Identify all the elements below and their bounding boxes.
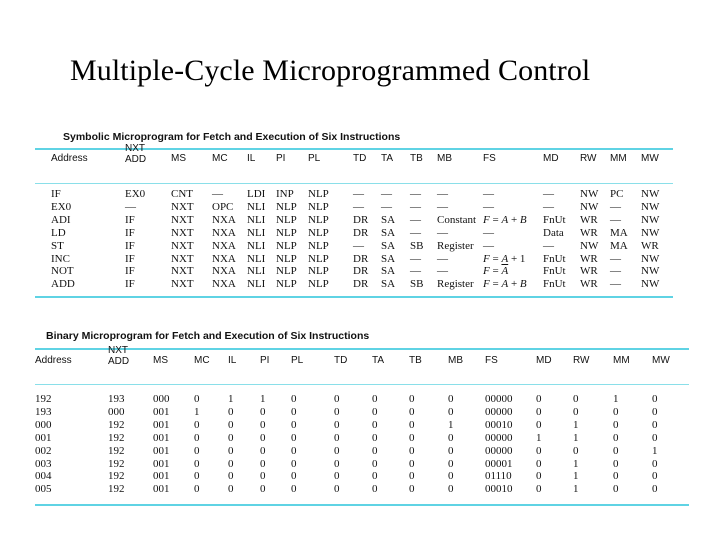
cell-mw: 0 [652, 431, 658, 444]
column-header-mm: MM [613, 355, 630, 366]
cell-td: — [353, 200, 364, 213]
cell-mw: WR [641, 239, 659, 252]
cell-address: ST [51, 239, 64, 252]
column-header-rw: RW [580, 153, 597, 164]
cell-nxt-add: IF [125, 265, 135, 278]
cell-il: 0 [228, 444, 234, 457]
cell-td: 0 [334, 470, 340, 483]
cell-fs: $F = \overline{A}$ [483, 265, 509, 278]
cell-il: NLI [247, 265, 266, 278]
cell-pl: NLP [308, 226, 329, 239]
cell-pl: NLP [308, 239, 329, 252]
cell-tb: SB [410, 239, 424, 252]
column-header-ta: TA [381, 153, 394, 164]
cell-il: 1 [228, 393, 234, 405]
cell-mm: — [610, 213, 621, 226]
cell-pi: NLP [276, 239, 297, 252]
cell-mb: 0 [448, 444, 454, 457]
cell-mm: MA [610, 226, 628, 239]
cell-md: FnUt [543, 278, 566, 291]
cell-rw: WR [580, 213, 598, 226]
cell-pl: NLP [308, 278, 329, 291]
cell-md: — [543, 188, 554, 200]
cell-address: 000 [35, 418, 52, 431]
cell-mb: Register [437, 278, 474, 291]
cell-md: 0 [536, 457, 542, 470]
cell-fs: — [483, 200, 494, 213]
symbolic-header-rule [35, 183, 673, 184]
cell-pi: NLP [276, 252, 297, 265]
cell-mm: PC [610, 188, 624, 200]
column-header-pi: PI [276, 153, 286, 164]
cell-il: NLI [247, 278, 266, 291]
binary-microprogram-table [35, 326, 689, 511]
symbolic-microprogram-table [35, 128, 673, 303]
cell-mc: 0 [194, 457, 200, 470]
cell-tb: 0 [409, 457, 415, 470]
cell-il: 0 [228, 470, 234, 483]
cell-mm: MA [610, 239, 628, 252]
cell-address: ADD [51, 278, 75, 291]
cell-ta: 0 [372, 393, 378, 405]
column-header-pi: PI [260, 355, 270, 366]
cell-tb: — [410, 188, 421, 200]
slide-title: Multiple-Cycle Microprogrammed Control [70, 54, 591, 87]
column-header-mw: MW [652, 355, 670, 366]
cell-fs: 01110 [485, 470, 512, 483]
cell-td: — [353, 188, 364, 200]
cell-mc: NXA [212, 252, 236, 265]
cell-nxt-add: 192 [108, 483, 125, 496]
cell-rw: 0 [573, 444, 579, 457]
column-header-ms: MS [171, 153, 186, 164]
cell-address: IF [51, 188, 61, 200]
column-header-mm: MM [610, 153, 627, 164]
cell-mb: 0 [448, 393, 454, 405]
cell-td: DR [353, 265, 369, 278]
cell-pl: 0 [291, 457, 297, 470]
column-header-tb: TB [410, 153, 423, 164]
cell-mw: NW [641, 252, 660, 265]
cell-ta: 0 [372, 405, 378, 418]
cell-td: DR [353, 226, 369, 239]
cell-tb: 0 [409, 418, 415, 431]
cell-nxt-add: 193 [108, 393, 125, 405]
cell-ms: 001 [153, 405, 170, 418]
cell-ms: NXT [171, 265, 194, 278]
cell-mm: 0 [613, 431, 619, 444]
cell-mm: 0 [613, 470, 619, 483]
cell-tb: 0 [409, 444, 415, 457]
cell-ms: 001 [153, 418, 170, 431]
cell-tb: — [410, 252, 421, 265]
cell-mw: 0 [652, 457, 658, 470]
cell-mc: NXA [212, 278, 236, 291]
cell-td: 0 [334, 405, 340, 418]
cell-ms: 001 [153, 457, 170, 470]
column-header-nxt-add: NXT ADD [125, 143, 147, 165]
cell-ms: 001 [153, 431, 170, 444]
cell-il: NLI [247, 200, 266, 213]
cell-pi: 0 [260, 431, 266, 444]
cell-rw: NW [580, 239, 599, 252]
cell-address: 004 [35, 470, 52, 483]
cell-il: LDI [247, 188, 266, 200]
cell-mm: 0 [613, 444, 619, 457]
cell-md: 0 [536, 418, 542, 431]
cell-pl: 0 [291, 393, 297, 405]
cell-pl: NLP [308, 252, 329, 265]
cell-fs: 00000 [485, 431, 513, 444]
cell-pi: NLP [276, 200, 297, 213]
cell-pi: 0 [260, 418, 266, 431]
cell-fs: 00010 [485, 418, 513, 431]
cell-tb: 0 [409, 405, 415, 418]
cell-mm: — [610, 265, 621, 278]
cell-il: NLI [247, 239, 266, 252]
cell-pl: 0 [291, 444, 297, 457]
cell-mc: OPC [212, 200, 234, 213]
cell-ta: 0 [372, 457, 378, 470]
cell-mw: NW [641, 226, 660, 239]
cell-tb: 0 [409, 483, 415, 496]
column-header-il: IL [247, 153, 256, 164]
column-header-mw: MW [641, 153, 659, 164]
cell-mb: — [437, 188, 448, 200]
cell-ms: 000 [153, 393, 170, 405]
cell-rw: 1 [573, 483, 579, 496]
cell-tb: 0 [409, 431, 415, 444]
cell-tb: 0 [409, 470, 415, 483]
cell-fs: 00000 [485, 405, 513, 418]
column-header-fs: FS [485, 355, 498, 366]
cell-md: 1 [536, 431, 542, 444]
cell-td: 0 [334, 418, 340, 431]
cell-mb: — [437, 252, 448, 265]
cell-mm: 0 [613, 457, 619, 470]
cell-pi: NLP [276, 265, 297, 278]
cell-ms: NXT [171, 278, 194, 291]
cell-md: FnUt [543, 213, 566, 226]
cell-md: 0 [536, 483, 542, 496]
cell-nxt-add: 192 [108, 418, 125, 431]
cell-fs: 00000 [485, 444, 513, 457]
column-header-pl: PL [308, 153, 321, 164]
cell-ms: CNT [171, 188, 193, 200]
cell-nxt-add: 192 [108, 470, 125, 483]
cell-mc: 0 [194, 483, 200, 496]
cell-td: 0 [334, 431, 340, 444]
column-header-fs: FS [483, 153, 496, 164]
cell-pi: 0 [260, 457, 266, 470]
cell-rw: WR [580, 226, 598, 239]
column-header-address: Address [35, 355, 72, 366]
column-header-il: IL [228, 355, 237, 366]
cell-ta: SA [381, 239, 396, 252]
cell-rw: 0 [573, 393, 579, 405]
cell-ms: NXT [171, 239, 194, 252]
binary-table-caption: Binary Microprogram for Fetch and Execution of Six Instructions [46, 330, 370, 342]
cell-mm: 0 [613, 483, 619, 496]
column-header-md: MD [536, 355, 552, 366]
cell-pi: NLP [276, 278, 297, 291]
cell-mm: — [610, 252, 621, 265]
cell-rw: 0 [573, 405, 579, 418]
column-header-td: TD [353, 153, 367, 164]
column-header-mb: MB [448, 355, 463, 366]
cell-ta: 0 [372, 418, 378, 431]
cell-address: 001 [35, 431, 52, 444]
cell-rw: 1 [573, 431, 579, 444]
cell-ms: 001 [153, 483, 170, 496]
cell-mc: 0 [194, 444, 200, 457]
cell-mw: NW [641, 188, 660, 200]
cell-td: — [353, 239, 364, 252]
cell-mc: 0 [194, 470, 200, 483]
cell-address: INC [51, 252, 70, 265]
cell-td: 0 [334, 444, 340, 457]
cell-pl: NLP [308, 213, 329, 226]
cell-ms: NXT [171, 252, 194, 265]
cell-ta: — [381, 200, 392, 213]
cell-pl: NLP [308, 188, 329, 200]
cell-fs: 00000 [485, 393, 513, 405]
cell-mb: 0 [448, 483, 454, 496]
cell-md: Data [543, 226, 564, 239]
cell-fs: 00001 [485, 457, 513, 470]
cell-ta: SA [381, 213, 396, 226]
cell-ta: 0 [372, 483, 378, 496]
column-header-address: Address [51, 153, 88, 164]
cell-mw: 0 [652, 393, 658, 405]
cell-address: 005 [35, 483, 52, 496]
column-header-tb: TB [409, 355, 422, 366]
cell-mm: 0 [613, 405, 619, 418]
cell-mw: 0 [652, 483, 658, 496]
cell-address: 002 [35, 444, 52, 457]
cell-mc: — [212, 188, 223, 200]
cell-rw: WR [580, 278, 598, 291]
cell-mb: 1 [448, 418, 454, 431]
cell-mb: 0 [448, 405, 454, 418]
cell-nxt-add: 192 [108, 431, 125, 444]
cell-fs: — [483, 226, 494, 239]
cell-ms: 001 [153, 470, 170, 483]
cell-mw: NW [641, 200, 660, 213]
column-header-ms: MS [153, 355, 168, 366]
cell-td: DR [353, 213, 369, 226]
cell-pi: 1 [260, 393, 266, 405]
cell-pi: INP [276, 188, 294, 200]
cell-rw: 1 [573, 457, 579, 470]
binary-header-rule [35, 384, 689, 385]
cell-pl: NLP [308, 200, 329, 213]
cell-md: FnUt [543, 265, 566, 278]
cell-md: FnUt [543, 252, 566, 265]
cell-pi: 0 [260, 483, 266, 496]
cell-fs: 00010 [485, 483, 513, 496]
cell-mb: 0 [448, 457, 454, 470]
cell-ta: — [381, 188, 392, 200]
cell-ta: 0 [372, 431, 378, 444]
cell-mb: 0 [448, 470, 454, 483]
cell-ta: SA [381, 278, 396, 291]
cell-ms: NXT [171, 213, 194, 226]
cell-md: 0 [536, 405, 542, 418]
cell-fs: F = A + B [483, 213, 527, 226]
cell-nxt-add: IF [125, 278, 135, 291]
cell-rw: 1 [573, 418, 579, 431]
cell-td: DR [353, 278, 369, 291]
cell-mw: NW [641, 265, 660, 278]
cell-mc: 1 [194, 405, 200, 418]
cell-md: 0 [536, 393, 542, 405]
cell-ms: NXT [171, 200, 194, 213]
cell-mb: 0 [448, 431, 454, 444]
binary-bottom-rule [35, 504, 689, 506]
cell-rw: WR [580, 265, 598, 278]
cell-mw: 0 [652, 405, 658, 418]
cell-pl: 0 [291, 483, 297, 496]
cell-mc: 0 [194, 418, 200, 431]
cell-address: NOT [51, 265, 74, 278]
binary-top-rule [35, 348, 689, 350]
cell-ta: 0 [372, 444, 378, 457]
cell-nxt-add: — [125, 200, 136, 213]
cell-pl: 0 [291, 405, 297, 418]
cell-address: EX0 [51, 200, 72, 213]
symbolic-table-caption: Symbolic Microprogram for Fetch and Execution of Six Instructions [63, 131, 401, 143]
cell-mm: 0 [613, 418, 619, 431]
cell-pi: NLP [276, 213, 297, 226]
cell-rw: WR [580, 252, 598, 265]
cell-mw: 0 [652, 470, 658, 483]
cell-pi: 0 [260, 405, 266, 418]
cell-il: NLI [247, 252, 266, 265]
column-header-mc: MC [194, 355, 210, 366]
cell-pl: 0 [291, 470, 297, 483]
cell-td: 0 [334, 393, 340, 405]
cell-nxt-add: IF [125, 252, 135, 265]
cell-fs: — [483, 239, 494, 252]
cell-mc: NXA [212, 239, 236, 252]
cell-nxt-add: 192 [108, 457, 125, 470]
column-header-nxt-add: NXT ADD [108, 345, 130, 367]
cell-nxt-add: IF [125, 239, 135, 252]
cell-il: NLI [247, 213, 266, 226]
cell-rw: 1 [573, 470, 579, 483]
cell-tb: — [410, 213, 421, 226]
cell-tb: — [410, 265, 421, 278]
cell-pl: 0 [291, 418, 297, 431]
cell-nxt-add: IF [125, 213, 135, 226]
cell-mc: NXA [212, 226, 236, 239]
column-header-td: TD [334, 355, 348, 366]
cell-mw: 0 [652, 418, 658, 431]
cell-il: 0 [228, 457, 234, 470]
cell-mw: 1 [652, 444, 658, 457]
cell-md: — [543, 239, 554, 252]
cell-mc: 0 [194, 393, 200, 405]
cell-mm: — [610, 200, 621, 213]
cell-nxt-add: 000 [108, 405, 125, 418]
cell-address: 003 [35, 457, 52, 470]
cell-mb: — [437, 226, 448, 239]
cell-nxt-add: IF [125, 226, 135, 239]
column-header-mc: MC [212, 153, 228, 164]
cell-mw: NW [641, 278, 660, 291]
cell-fs: F = A + B [483, 278, 527, 291]
cell-mc: NXA [212, 213, 236, 226]
cell-pl: 0 [291, 431, 297, 444]
column-header-ta: TA [372, 355, 385, 366]
cell-address: 192 [35, 393, 52, 405]
cell-address: LD [51, 226, 66, 239]
column-header-rw: RW [573, 355, 590, 366]
cell-md: 0 [536, 470, 542, 483]
cell-ta: SA [381, 265, 396, 278]
cell-mb: — [437, 265, 448, 278]
cell-address: 193 [35, 405, 52, 418]
cell-ta: SA [381, 252, 396, 265]
cell-il: 0 [228, 418, 234, 431]
cell-il: 0 [228, 483, 234, 496]
cell-tb: — [410, 200, 421, 213]
column-header-pl: PL [291, 355, 304, 366]
cell-il: NLI [247, 226, 266, 239]
symbolic-bottom-rule [35, 296, 673, 298]
cell-nxt-add: 192 [108, 444, 125, 457]
cell-tb: SB [410, 278, 424, 291]
cell-pl: NLP [308, 265, 329, 278]
cell-ms: NXT [171, 226, 194, 239]
cell-mw: NW [641, 213, 660, 226]
cell-td: 0 [334, 457, 340, 470]
cell-tb: — [410, 226, 421, 239]
cell-fs: F = A + 1 [483, 252, 526, 265]
cell-nxt-add: EX0 [125, 188, 146, 200]
cell-mc: 0 [194, 431, 200, 444]
cell-mc: NXA [212, 265, 236, 278]
cell-td: DR [353, 252, 369, 265]
cell-fs: — [483, 188, 494, 200]
cell-pi: 0 [260, 470, 266, 483]
cell-pi: NLP [276, 226, 297, 239]
cell-md: 0 [536, 444, 542, 457]
cell-address: ADI [51, 213, 71, 226]
cell-ms: 001 [153, 444, 170, 457]
cell-md: — [543, 200, 554, 213]
cell-ta: 0 [372, 470, 378, 483]
column-header-mb: MB [437, 153, 452, 164]
cell-mb: Constant [437, 213, 477, 226]
cell-rw: NW [580, 188, 599, 200]
cell-rw: NW [580, 200, 599, 213]
cell-td: 0 [334, 483, 340, 496]
cell-ta: SA [381, 226, 396, 239]
cell-il: 0 [228, 405, 234, 418]
cell-tb: 0 [409, 393, 415, 405]
cell-mm: 1 [613, 393, 619, 405]
cell-il: 0 [228, 431, 234, 444]
cell-mb: Register [437, 239, 474, 252]
cell-mb: — [437, 200, 448, 213]
column-header-md: MD [543, 153, 559, 164]
cell-pi: 0 [260, 444, 266, 457]
cell-mm: — [610, 278, 621, 291]
